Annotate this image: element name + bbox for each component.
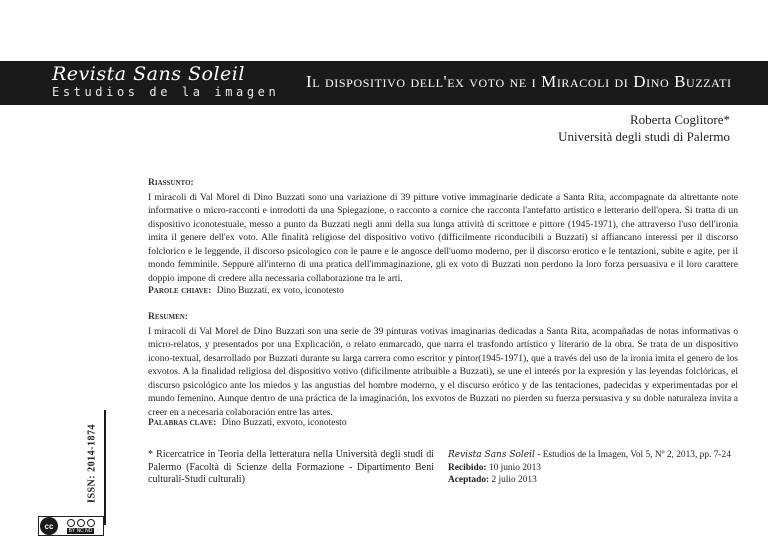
- citation-details: - Estudios de la Imagen, Vol 5, Nº 2, 2013, pp. 7-24: [534, 450, 731, 460]
- abstract-italian: [148, 177, 738, 285]
- citation-block: [448, 449, 748, 487]
- keywords-spanish: [148, 417, 738, 431]
- keywords-label-spanish: Palabras clave:: [148, 418, 217, 428]
- keywords-italian: [148, 285, 738, 299]
- license-terms: [58, 518, 103, 534]
- citation-journal: Revista Sans Soleil: [448, 450, 535, 460]
- issn-label: ISSN: 2014-1874: [86, 424, 98, 503]
- author-name: Roberta Coglitore*: [629, 112, 730, 127]
- citation-line: [448, 449, 748, 462]
- abstract-text-spanish: I miracoli di Val Morel de Dino Buzzati son una serie de 39 pinturas votivas imaginarias dedicadas a Santa Rita, acompañadas de notas informativas o micro-relatos, y presentados por una Explicación, o relato enmarcado, que narra el trasfondo artístico y literario de la obra. Se trata de un dispositivo icono-textual, desarrollado por Buzzati durante su larga carrera como escritor y pintor(1945-1971), que a través del uso de la ironía imita el genero de los exvotos. A la finalidad religiosa del dispositivo votivo (difícilmente atribuible a Buzzati), se une el interés por la expresión y las leyendas folclóricas, el discurso psicológico ante los miedos y las angustias del hombre moderno, y el discurso erótico y de las tentaciones, padecidas y experimentadas por el mundo femenino. Aunque dentro de una práctica de la imaginación, los exvotos de Buzzati no pierden su fuerza persuasiva y su doble naturaleza invita a creer en a necesaria colaboración entre las artes.: [148, 325, 738, 418]
- journal-name: Revista Sans Soleil: [52, 63, 245, 85]
- license-icons: [67, 519, 95, 527]
- abstract-spanish: [148, 311, 738, 419]
- keywords-text-italian: Dino Buzzati, ex voto, iconotesto: [216, 286, 344, 296]
- abstract-heading-italian: Riassunto:: [148, 178, 194, 188]
- article-title: Il dispositivo dell'ex voto ne i Miracoli di Dino Buzzati: [306, 72, 732, 91]
- license-terms-text: BY NC ND: [68, 528, 93, 534]
- accepted-label: Aceptado:: [448, 475, 490, 485]
- received-line: [448, 462, 748, 475]
- accepted-date: 2 julio 2013: [489, 475, 537, 485]
- received-date: 10 junio 2013: [486, 462, 541, 473]
- keywords-text-spanish: Dino Buzzati, exvoto, iconotesto: [221, 418, 347, 428]
- received-label: Recibido:: [448, 462, 487, 473]
- noderivatives-icon: [87, 519, 95, 527]
- issn-divider: [104, 410, 106, 525]
- cc-logo-icon: cc: [40, 517, 58, 535]
- attribution-icon: [67, 519, 75, 527]
- abstract-heading-spanish: Resumen:: [148, 312, 188, 322]
- author-block: [558, 111, 730, 145]
- author-footnote: * Ricercatrice in Teoria della letteratura nella Università degli studi di Palermo (Facoltà di Scienze della Formazione - Dipartimento Beni culturali-Studi culturali): [148, 449, 434, 485]
- creative-commons-badge[interactable]: [38, 516, 104, 536]
- accepted-line: [448, 474, 748, 487]
- abstract-text-italian: I miracoli di Val Morel di Dino Buzzati sono una variazione di 39 pitture votive immaginarie dedicate a Santa Rita, accompagnate da altrettante note informative o micro-racconti e introdotti da una Spiegazione, o racconto a cornice che racconta l'antefatto artistico e letterario dell'opera. Si tratta di un dispositivo iconotestuale, messo a punto da Buzzati negli anni della sua lunga attività di scrittore e pittore (1945-1971), che attraverso l'uso dell'ironia imita il genere dell'ex voto. Alle finalità religiose del dispositivo votivo (difficilmente riconducibili a Buzzati) si affiancano interessi per il discorso folclorico e le leggende, il discorso psicologico con le paure e le angosce dell'uomo moderno, per il discorso erotico e le tentazioni, subite e agite, per il mondo femminile. Seppure all'interno di una pratica dell'immaginazione, gli ex voto di Buzzati non perdono la loro forza persuasiva e il loro carattere doppio impone di credere alla necessaria collaborazione tra le arti.: [148, 191, 738, 284]
- journal-subtitle: Estudios de la imagen: [52, 85, 280, 99]
- author-affiliation: Università degli studi di Palermo: [558, 129, 730, 144]
- keywords-label-italian: Parole chiave:: [148, 286, 212, 296]
- noncommercial-icon: [77, 519, 85, 527]
